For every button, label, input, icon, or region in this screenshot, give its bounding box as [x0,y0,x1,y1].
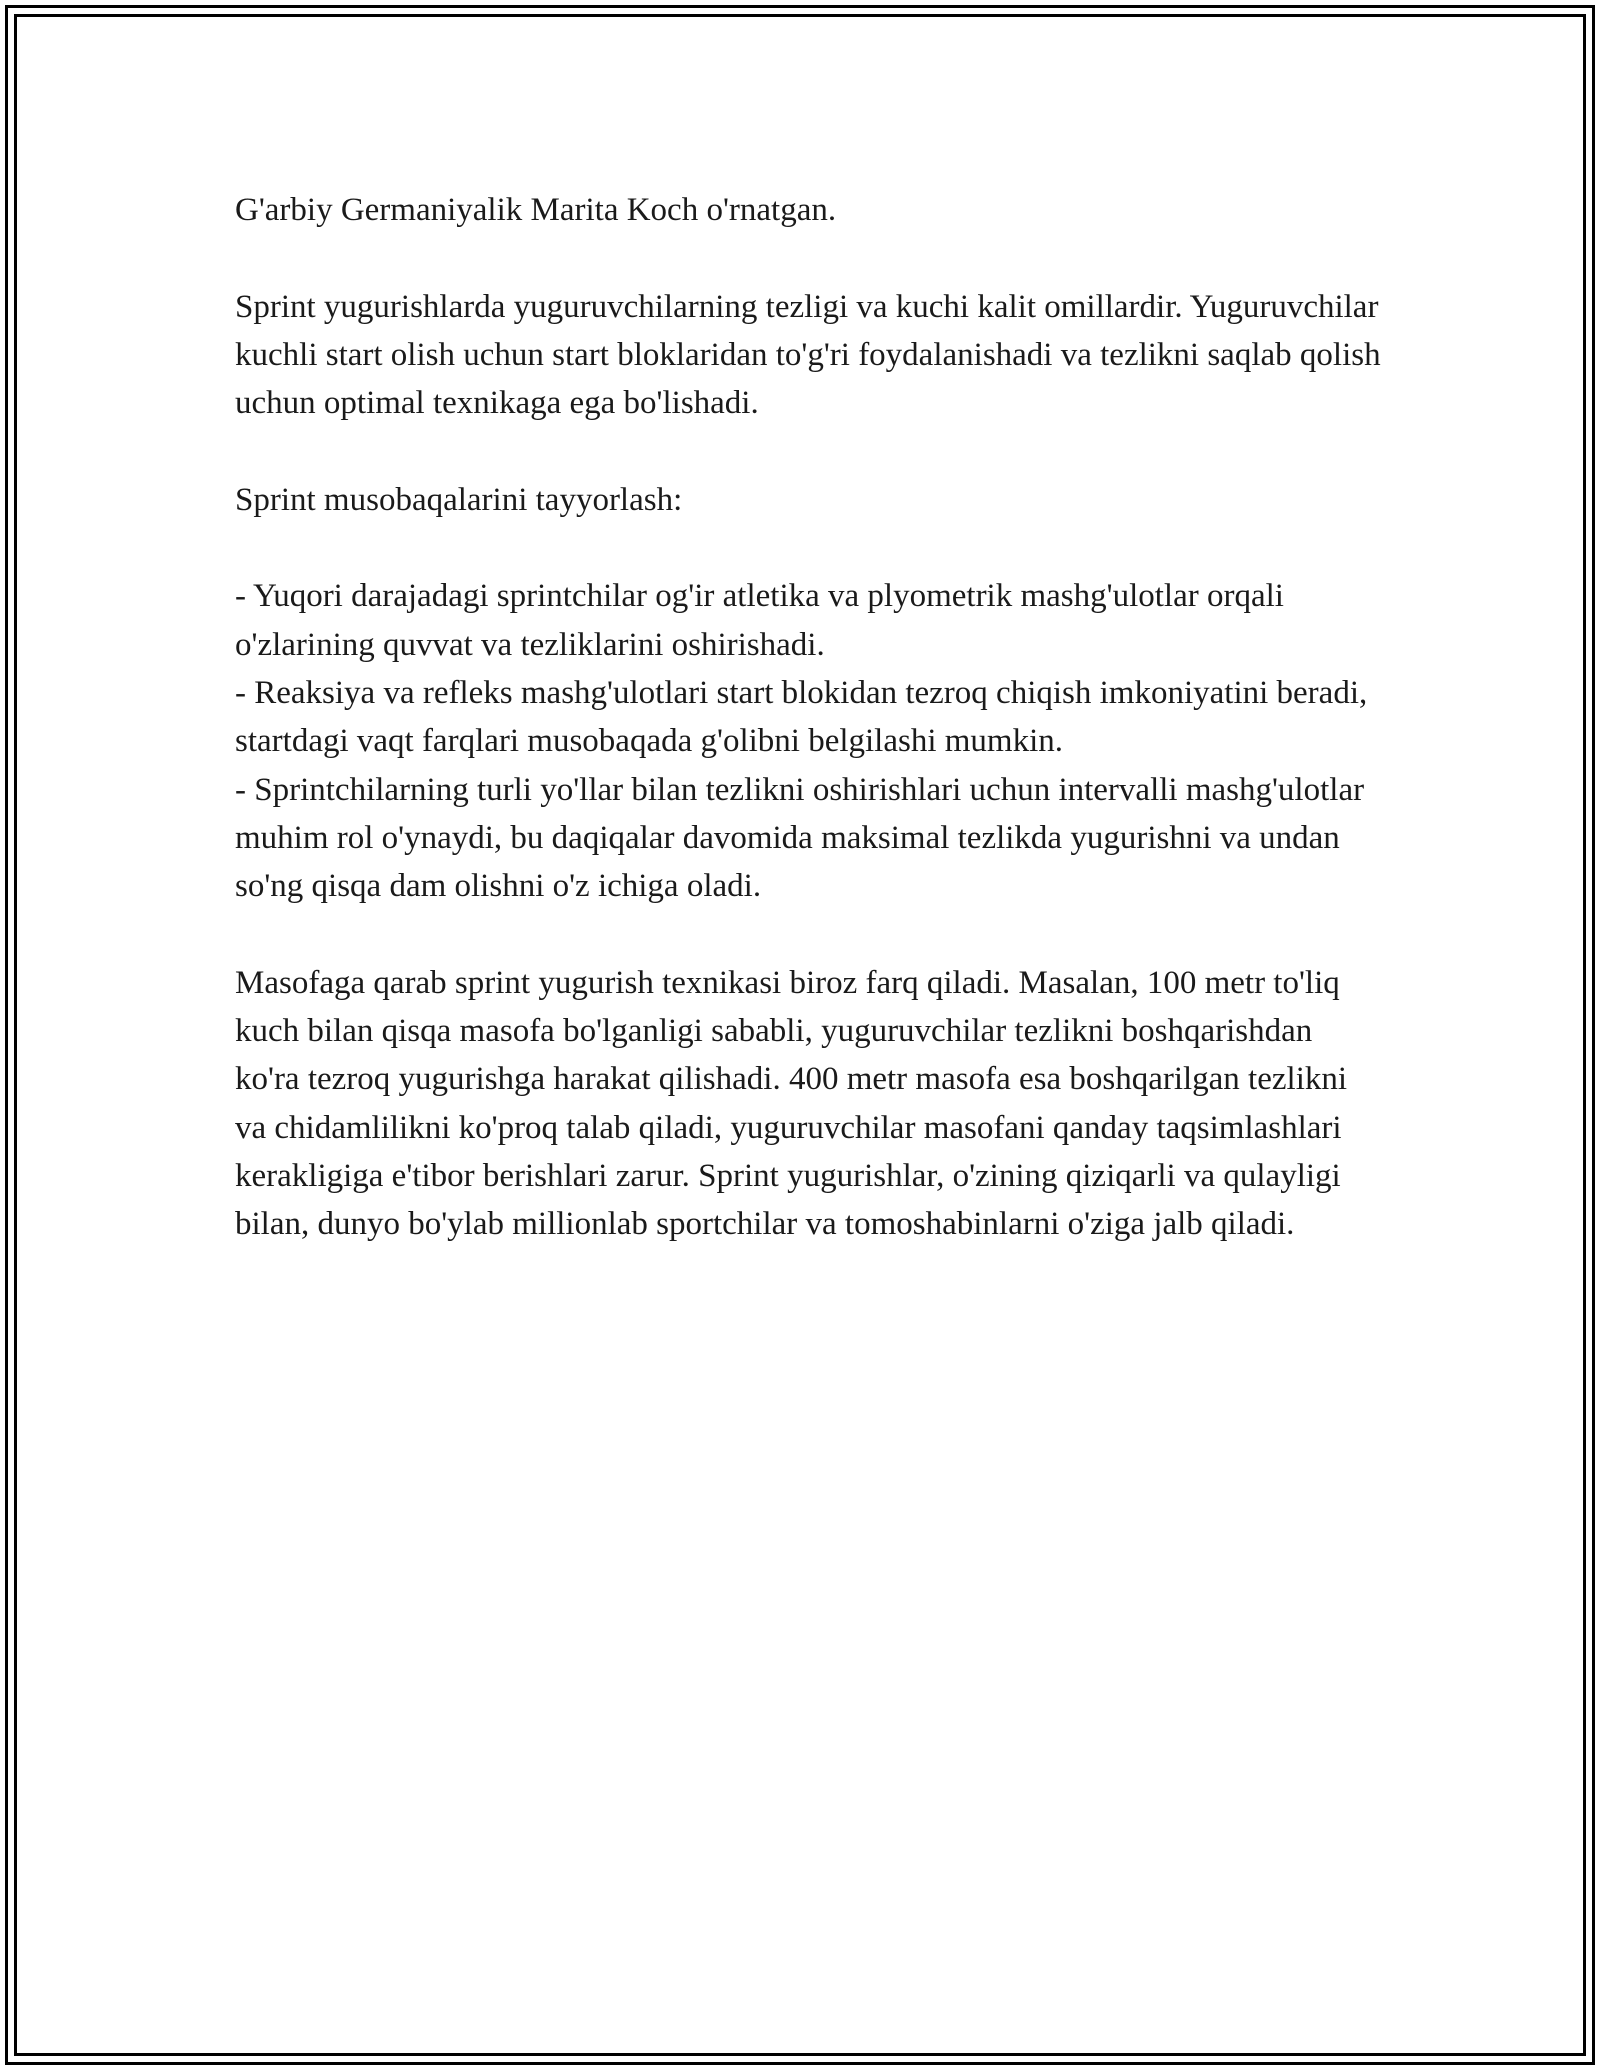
document-body [235,186,1385,1249]
blank-line [235,427,1385,475]
list-item: - Sprintchilarning turli yo'llar bilan tezlikni oshirishlari uchun intervalli mashg'ulotlar muhim rol o'ynaydi, bu daqiqalar davomida maksimal tezlikda yugurishni va undan so'ng qisqa dam olishni o'z ichiga oladi. [235,771,1365,905]
blank-line [235,234,1385,282]
preparation-list [235,572,1385,910]
paragraph-distance-technique: Masofaga qarab sprint yugurish texnikasi biroz farq qiladi. Masalan, 100 metr to'liq kuch bilan qisqa masofa bo'lganligi sababli, yuguruvchilar tezlikni boshqarishdan ko'ra tezroq yugurishga harakat qilishadi. 400 metr masofa esa boshqarilgan tezlikni va chidamlilikni ko'proq talab qiladi, yuguruvchilar masofani qanday taqsimlashlari kerakligiga e'tibor berishlari zarur. Sprint yugurishlar, o'zining qiziqarli va qulayligi bilan, dunyo bo'ylab millionlab sportchilar va tomoshabinlarni o'ziga jalb qiladi. [235,964,1348,1243]
list-item: - Reaksiya va refleks mashg'ulotlari start blokidan tezroq chiqish imkoniyatini beradi, startdagi vaqt farqlari musobaqada g'olibni belgilashi mumkin. [235,674,1368,760]
paragraph-intro: G'arbiy Germaniyalik Marita Koch o'rnatgan. [235,192,837,228]
list-item: - Yuqori darajadagi sprintchilar og'ir atletika va plyometrik mashg'ulotlar orqali o'zlarining quvvat va tezliklarini oshirishadi. [235,578,1284,663]
paragraph-speed: Sprint yugurishlarda yuguruvchilarning tezligi va kuchi kalit omillardir. Yuguruvchilar kuchli start olish uchun start bloklaridan to'g'ri foydalanishadi va tezlikni saqlab qolish uchun optimal texnikaga ega bo'lishadi. [235,288,1381,422]
paragraph-preparation-heading: Sprint musobaqalarini tayyorlash: [235,481,683,518]
blank-line [235,910,1385,958]
blank-line [235,524,1385,572]
